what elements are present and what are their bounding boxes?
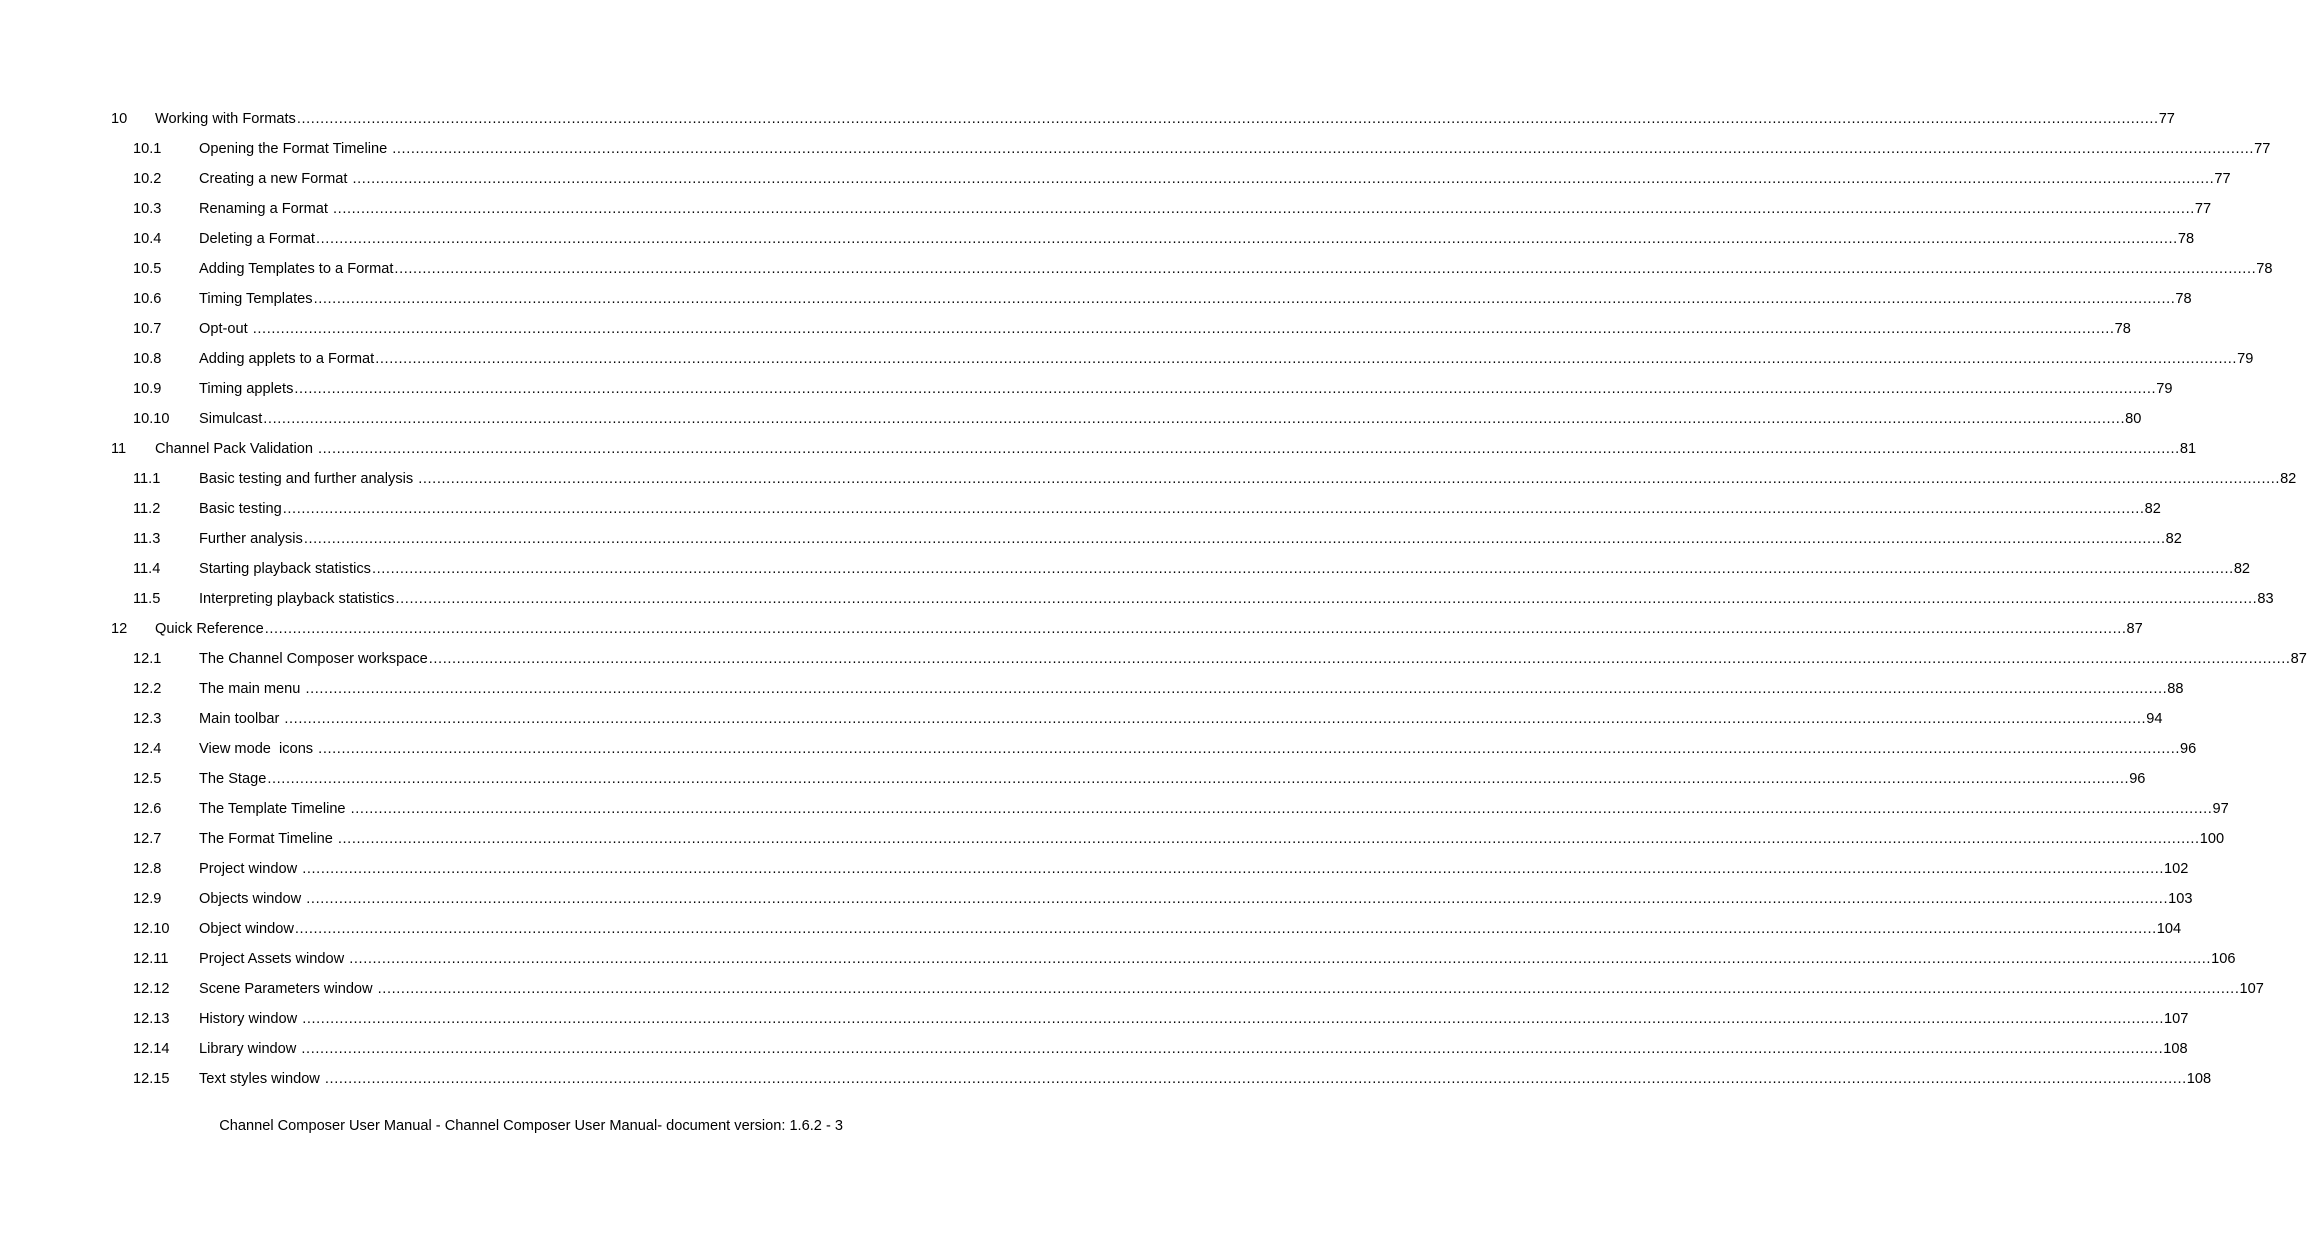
toc-entry-title: Simulcast: [199, 411, 263, 427]
toc-entry-line: [155, 104, 2175, 134]
toc-entry[interactable]: [0, 614, 2143, 644]
toc-dot-leader: ................................................................................................................................................................................................................................................................................................................................................................................................................: [394, 261, 2257, 277]
toc-entry[interactable]: [0, 824, 2225, 854]
toc-entry-title: Starting playback statistics: [199, 561, 371, 577]
toc-entry-title: Scene Parameters window: [199, 981, 377, 997]
toc-entry-line: [199, 974, 2264, 1004]
toc-entry[interactable]: [0, 104, 2175, 134]
toc-entry[interactable]: [0, 464, 2297, 494]
toc-entry-line: [199, 284, 2192, 314]
toc-dot-leader: ................................................................................................................................................................................................................................................................................................................................................................................................................: [306, 891, 2169, 907]
toc-entry-page: 78: [2175, 291, 2192, 307]
toc-entry-number: 12.13: [133, 1011, 170, 1027]
toc-entry[interactable]: [0, 584, 2274, 614]
toc-entry-title: Text styles window: [199, 1071, 324, 1087]
toc-dot-leader: ................................................................................................................................................................................................................................................................................................................................................................................................................: [294, 921, 2157, 937]
toc-entry-number: 12.9: [133, 891, 162, 907]
toc-entry-page: 108: [2163, 1041, 2188, 1057]
toc-dot-leader: ................................................................................................................................................................................................................................................................................................................................................................................................................: [302, 1011, 2165, 1027]
toc-entry-line: [199, 884, 2193, 914]
toc-entry-line: [199, 134, 2271, 164]
toc-entry-title: Interpreting playback statistics: [199, 591, 395, 607]
toc-entry-line: [199, 464, 2297, 494]
toc-entry-number: 11: [111, 441, 127, 457]
toc-entry-title: Deleting a Format: [199, 231, 315, 247]
toc-entry-page: 79: [2237, 351, 2254, 367]
toc-entry-title: Project Assets window: [199, 951, 349, 967]
toc-entry[interactable]: [0, 524, 2182, 554]
toc-entry-line: [199, 764, 2146, 794]
toc-entry[interactable]: [0, 1064, 2212, 1094]
toc-dot-leader: ................................................................................................................................................................................................................................................................................................................................................................................................................: [318, 441, 2180, 457]
toc-entry[interactable]: [0, 314, 2131, 344]
toc-entry-page: 77: [2214, 171, 2231, 187]
toc-dot-leader: ................................................................................................................................................................................................................................................................................................................................................................................................................: [350, 801, 2213, 817]
toc-entry[interactable]: [0, 944, 2236, 974]
toc-entry-number: 12.2: [133, 681, 162, 697]
toc-entry-page: 94: [2146, 711, 2163, 727]
toc-dot-leader: ................................................................................................................................................................................................................................................................................................................................................................................................................: [305, 681, 2168, 697]
toc-entry[interactable]: [0, 704, 2163, 734]
toc-dot-leader: ................................................................................................................................................................................................................................................................................................................................................................................................................: [267, 771, 2130, 787]
toc-entry-title: Timing applets: [199, 381, 294, 397]
toc-entry-page: 97: [2212, 801, 2229, 817]
toc-entry-number: 10.2: [133, 171, 162, 187]
toc-dot-leader: ................................................................................................................................................................................................................................................................................................................................................................................................................: [418, 471, 2281, 487]
toc-dot-leader: ................................................................................................................................................................................................................................................................................................................................................................................................................: [282, 501, 2145, 517]
toc-entry-page: 87: [2126, 621, 2143, 637]
toc-entry[interactable]: [0, 974, 2264, 1004]
toc-dot-leader: ................................................................................................................................................................................................................................................................................................................................................................................................................: [392, 141, 2255, 157]
toc-entry-number: 10: [111, 111, 128, 127]
toc-entry-number: 12.10: [133, 921, 170, 937]
toc-entry[interactable]: [0, 284, 2192, 314]
toc-entry[interactable]: [0, 644, 2307, 674]
toc-entry-page: 78: [2256, 261, 2273, 277]
toc-entry-number: 10.9: [133, 381, 162, 397]
toc-entry-title: View mode icons: [199, 741, 318, 757]
toc-entry-number: 12: [111, 621, 128, 637]
toc-dot-leader: ................................................................................................................................................................................................................................................................................................................................................................................................................: [313, 291, 2176, 307]
toc-entry-page: 103: [2168, 891, 2193, 907]
toc-entry-number: 12.8: [133, 861, 162, 877]
toc-entry[interactable]: [0, 884, 2193, 914]
toc-entry-title: Opening the Format Timeline: [199, 141, 392, 157]
toc-entry[interactable]: [0, 374, 2173, 404]
toc-entry-page: 78: [2177, 231, 2195, 247]
toc-entry-title: Opt-out: [199, 321, 252, 337]
toc-entry[interactable]: [0, 494, 2161, 524]
toc-entry-line: [199, 644, 2307, 674]
toc-entry[interactable]: [0, 914, 2182, 944]
toc-dot-leader: ................................................................................................................................................................................................................................................................................................................................................................................................................: [349, 951, 2212, 967]
toc-entry-line: [199, 344, 2254, 374]
toc-entry-number: 10.8: [133, 351, 162, 367]
toc-entry-page: 96: [2180, 741, 2197, 757]
toc-dot-leader: ................................................................................................................................................................................................................................................................................................................................................................................................................: [296, 111, 2159, 127]
toc-entry[interactable]: [0, 434, 2197, 464]
toc-entry-title: History window: [199, 1011, 302, 1027]
toc-entry[interactable]: [0, 794, 2229, 824]
toc-entry-title: Basic testing: [199, 501, 282, 517]
toc-entry-line: [199, 674, 2184, 704]
toc-entry-line: [199, 224, 2195, 254]
toc-dot-leader: ................................................................................................................................................................................................................................................................................................................................................................................................................: [316, 231, 2178, 247]
toc-entry-page: 106: [2211, 951, 2236, 967]
toc-entry-page: 83: [2257, 591, 2274, 607]
toc-dot-leader: ................................................................................................................................................................................................................................................................................................................................................................................................................: [375, 351, 2238, 367]
toc-dot-leader: ................................................................................................................................................................................................................................................................................................................................................................................................................: [377, 981, 2240, 997]
toc-entry-line: [199, 554, 2251, 584]
toc-entry-title: Adding applets to a Format: [199, 351, 375, 367]
toc-entry[interactable]: [0, 344, 2254, 374]
toc-entry-page: 96: [2129, 771, 2146, 787]
toc-entry-number: 10.10: [133, 411, 170, 427]
toc-dot-leader: ................................................................................................................................................................................................................................................................................................................................................................................................................: [263, 411, 2126, 427]
toc-entry-title: Channel Pack Validation: [155, 441, 317, 457]
toc-entry[interactable]: [0, 254, 2273, 284]
toc-entry-line: [199, 734, 2197, 764]
toc-entry-page: 79: [2156, 381, 2173, 397]
toc-entry-number: 11.4: [133, 561, 161, 577]
toc-entry-page: 81: [2179, 441, 2197, 457]
toc-entry-title: Creating a new Format: [199, 171, 352, 187]
toc-entry-page: 77: [2254, 141, 2271, 157]
toc-dot-leader: ................................................................................................................................................................................................................................................................................................................................................................................................................: [428, 651, 2291, 667]
toc-entry-title: Object window: [199, 921, 294, 937]
toc-dot-leader: ................................................................................................................................................................................................................................................................................................................................................................................................................: [303, 531, 2166, 547]
toc-entry-line: [199, 854, 2189, 884]
toc-entry-line: [155, 614, 2143, 644]
toc-entry-page: 78: [2114, 321, 2131, 337]
toc-dot-leader: ................................................................................................................................................................................................................................................................................................................................................................................................................: [301, 1041, 2164, 1057]
toc-entry-number: 12.5: [133, 771, 162, 787]
toc-entry-line: [199, 824, 2225, 854]
toc-dot-leader: ................................................................................................................................................................................................................................................................................................................................................................................................................: [318, 741, 2181, 757]
toc-entry-title: Library window: [199, 1041, 301, 1057]
toc-dot-leader: ................................................................................................................................................................................................................................................................................................................................................................................................................: [284, 711, 2147, 727]
toc-entry-page: 107: [2164, 1011, 2189, 1027]
toc-entry-line: [199, 1004, 2189, 1034]
toc-entry-title: Renaming a Format: [199, 201, 333, 217]
toc-entry-title: The Template Timeline: [199, 801, 350, 817]
toc-entry-title: Main toolbar: [199, 711, 284, 727]
toc-entry-line: [199, 404, 2142, 434]
toc-entry-page: 82: [2280, 471, 2297, 487]
toc-entry-line: [199, 524, 2182, 554]
toc-entry-title: Project window: [199, 861, 302, 877]
toc-entry-number: 10.1: [133, 141, 162, 157]
toc-entry-number: 12.11: [133, 951, 169, 967]
toc-entry-title: Objects window: [199, 891, 306, 907]
toc-entry-line: [199, 584, 2274, 614]
toc-entry-line: [199, 494, 2161, 524]
toc-entry[interactable]: [0, 854, 2189, 884]
toc-entry-line: [199, 1064, 2212, 1094]
toc-entry-number: 11.2: [133, 501, 161, 517]
toc-entry-line: [199, 914, 2182, 944]
toc-entry-number: 12.1: [133, 651, 162, 667]
toc-entry-line: [199, 704, 2163, 734]
toc-entry-number: 10.3: [133, 201, 162, 217]
toc-entry[interactable]: [0, 404, 2142, 434]
toc-dot-leader: ................................................................................................................................................................................................................................................................................................................................................................................................................: [395, 591, 2258, 607]
toc-dot-leader: ................................................................................................................................................................................................................................................................................................................................................................................................................: [352, 171, 2215, 187]
toc-entry-page: 82: [2144, 501, 2161, 517]
toc-entry-line: [199, 194, 2212, 224]
toc-entry-page: 100: [2199, 831, 2225, 847]
toc-entry-number: 10.7: [133, 321, 162, 337]
toc-entry[interactable]: [0, 164, 2231, 194]
toc-entry-number: 10.5: [133, 261, 162, 277]
toc-entry-title: Timing Templates: [199, 291, 313, 307]
toc-entry[interactable]: [0, 1034, 2188, 1064]
toc-entry-number: 11.1: [133, 471, 161, 487]
toc-entry-page: 88: [2167, 681, 2184, 697]
toc-entry-number: 12.3: [133, 711, 162, 727]
toc-entry-title: The Stage: [199, 771, 267, 787]
toc-dot-leader: ................................................................................................................................................................................................................................................................................................................................................................................................................: [324, 1071, 2187, 1087]
toc-entry-page: 80: [2125, 411, 2142, 427]
toc-entry-line: [199, 1034, 2188, 1064]
toc-entry-title: The Format Timeline: [199, 831, 337, 847]
toc-entry-number: 12.15: [133, 1071, 170, 1087]
toc-entry-page: 82: [2165, 531, 2182, 547]
toc-entry-number: 11.3: [133, 531, 161, 547]
toc-entry-number: 11.5: [133, 591, 161, 607]
toc-entry-line: [199, 374, 2173, 404]
toc-entry-page: 87: [2290, 651, 2307, 667]
toc-entry-number: 12.12: [133, 981, 170, 997]
toc-entry-title: Quick Reference: [155, 621, 264, 637]
toc-entry[interactable]: [0, 134, 2271, 164]
toc-entry-page: 82: [2233, 561, 2251, 577]
toc-entry-line: [199, 164, 2231, 194]
toc-entry-title: Further analysis: [199, 531, 303, 547]
toc-entry-line: [199, 254, 2273, 284]
toc-entry-line: [199, 794, 2229, 824]
toc-entry-number: 10.6: [133, 291, 162, 307]
toc-dot-leader: ................................................................................................................................................................................................................................................................................................................................................................................................................: [294, 381, 2157, 397]
toc-entry-page: 77: [2158, 111, 2175, 127]
toc-entry[interactable]: [0, 194, 2212, 224]
toc-entry[interactable]: [0, 734, 2197, 764]
toc-dot-leader: ................................................................................................................................................................................................................................................................................................................................................................................................................: [337, 831, 2200, 847]
toc-dot-leader: ................................................................................................................................................................................................................................................................................................................................................................................................................: [264, 621, 2127, 637]
toc-entry-title: Adding Templates to a Format: [199, 261, 394, 277]
toc-entry-number: 12.6: [133, 801, 162, 817]
toc-entry-number: 12.4: [133, 741, 162, 757]
toc-entry-title: The Channel Composer workspace: [199, 651, 428, 667]
toc-entry-page: 102: [2164, 861, 2189, 877]
toc-entry[interactable]: [0, 554, 2251, 584]
toc-dot-leader: ................................................................................................................................................................................................................................................................................................................................................................................................................: [333, 201, 2195, 217]
toc-entry-page: 77: [2194, 201, 2212, 217]
toc-entry-line: [199, 314, 2131, 344]
toc-entry-title: Working with Formats: [155, 111, 296, 127]
table-of-contents: [0, 104, 2307, 1094]
toc-dot-leader: ................................................................................................................................................................................................................................................................................................................................................................................................................: [371, 561, 2234, 577]
toc-entry-number: 10.4: [133, 231, 162, 247]
toc-dot-leader: ................................................................................................................................................................................................................................................................................................................................................................................................................: [252, 321, 2115, 337]
toc-entry[interactable]: [0, 224, 2195, 254]
toc-entry-number: 12.14: [133, 1041, 170, 1057]
page-footer: Channel Composer User Manual - Channel Composer User Manual- document version: 1.6.2 - 3: [219, 1118, 843, 1134]
toc-entry-line: [155, 434, 2197, 464]
toc-entry-number: 12.7: [133, 831, 162, 847]
toc-entry-page: 107: [2239, 981, 2264, 997]
toc-entry[interactable]: [0, 764, 2146, 794]
toc-dot-leader: ................................................................................................................................................................................................................................................................................................................................................................................................................: [302, 861, 2165, 877]
toc-entry[interactable]: [0, 674, 2184, 704]
toc-entry-page: 104: [2156, 921, 2182, 937]
toc-entry-line: [199, 944, 2236, 974]
toc-entry-title: Basic testing and further analysis: [199, 471, 418, 487]
toc-entry-title: The main menu: [199, 681, 305, 697]
toc-entry-page: 108: [2186, 1071, 2212, 1087]
toc-entry[interactable]: [0, 1004, 2189, 1034]
